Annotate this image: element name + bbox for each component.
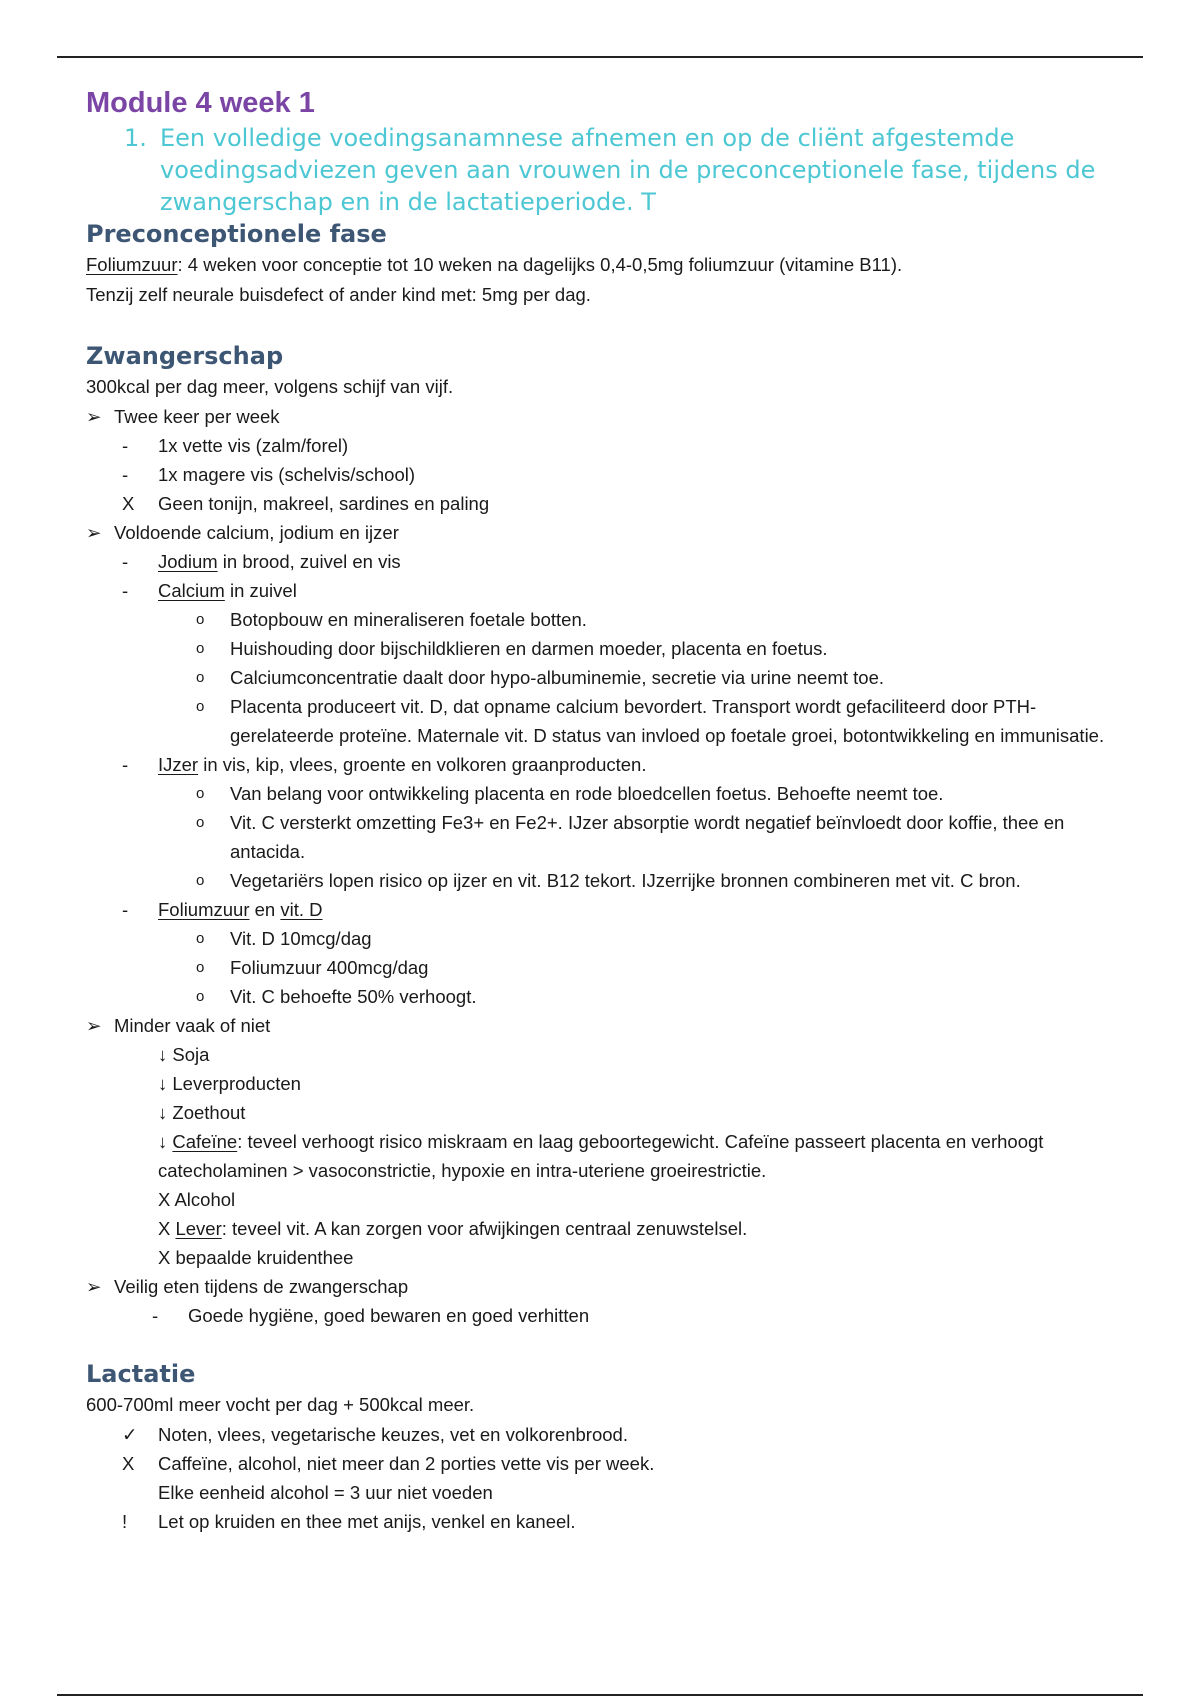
folium-paragraph — [86, 250, 1126, 280]
list-item: o Foliumzuur 400mcg/dag — [196, 957, 429, 978]
document-page — [86, 84, 1126, 1536]
down-arrow-icon: ↓ — [158, 1044, 168, 1065]
list-item: - Jodium in brood, zuivel en vis — [122, 551, 401, 572]
list-item: X Geen tonijn, makreel, sardines en paling — [122, 493, 490, 514]
lactatie-intro: 600-700ml meer vocht per dag + 500kcal meer. — [86, 1394, 475, 1415]
header-rule — [57, 56, 1143, 58]
list-item: ↓ Soja — [158, 1044, 210, 1065]
zwangerschap-intro: 300kcal per dag meer, volgens schijf van vijf. — [86, 376, 454, 397]
folium-line2: Tenzij zelf neurale buisdefect of ander kind met: 5mg per dag. — [86, 284, 591, 305]
x-icon: X — [122, 1453, 135, 1474]
list-item: ! Let op kruiden en thee met anijs, venkel en kaneel. — [86, 1507, 1126, 1536]
list-item: ➢ Voldoende calcium, jodium en ijzer — [86, 518, 1126, 547]
list-item: o Van belang voor ontwikkeling placenta en rode bloedcellen foetus. Behoefte neemt toe. — [196, 783, 944, 804]
list-item: X Lever: teveel vit. A kan zorgen voor afwijkingen centraal zenuwstelsel. — [158, 1218, 748, 1239]
list-item: - 1x magere vis (schelvis/school) — [122, 464, 416, 485]
list-item: o Vit. C versterkt omzetting Fe3+ en Fe2+. IJzer absorptie wordt negatief beïnvloedt door koffie, thee en antacida. — [196, 812, 1065, 862]
list-item: - 1x vette vis (zalm/forel) — [122, 435, 349, 456]
check-icon: ✓ — [122, 1424, 138, 1445]
learning-goal — [124, 122, 1126, 218]
list-item: o Huishouding door bijschildklieren en darmen moeder, placenta en foetus. — [196, 638, 828, 659]
list-item: - IJzer in vis, kip, vlees, groente en volkoren graanproducten. — [122, 754, 647, 775]
list-item: o Vit. D 10mcg/dag — [196, 928, 372, 949]
list-item: X Alcohol — [158, 1189, 236, 1210]
list-item: - Foliumzuur en vit. D — [122, 899, 323, 920]
down-arrow-icon: ↓ — [158, 1102, 168, 1123]
list-item: - Calcium in zuivel — [122, 580, 297, 601]
heading-zwangerschap: Zwangerschap — [86, 342, 284, 370]
list-item: o Vit. C behoefte 50% verhoogt. — [196, 986, 477, 1007]
list-item: X Caffeïne, alcohol, niet meer dan 2 porties vette vis per week. — [86, 1449, 1126, 1478]
goal-number: 1. — [124, 124, 147, 152]
arrow-bullet: ➢ — [86, 522, 102, 543]
list-item: ✓ Noten, vlees, vegetarische keuzes, vet en volkorenbrood. — [86, 1420, 1126, 1449]
list-item: o Calciumconcentratie daalt door hypo-albuminemie, secretie via urine neemt toe. — [196, 667, 885, 688]
heading-preconceptie: Preconceptionele fase — [86, 220, 387, 248]
folium-text: : 4 weken voor conceptie tot 10 weken na dagelijks 0,4-0,5mg foliumzuur (vitamine B11). — [177, 254, 903, 275]
down-arrow-icon: ↓ — [158, 1073, 168, 1094]
list-item: ↓ Cafeïne: teveel verhoogt risico miskraam en laag geboortegewicht. Cafeïne passeert placenta en verhoogt catecholaminen > vasoconstrictie, hypoxie en intra-uteriene groeirestrictie. — [158, 1131, 1044, 1181]
folium-term: Foliumzuur — [86, 254, 178, 275]
arrow-bullet: ➢ — [86, 406, 102, 427]
list-item: o Vegetariërs lopen risico op ijzer en vit. B12 tekort. IJzerrijke bronnen combineren met vit. C bron. — [196, 870, 1021, 891]
list-item: o Botopbouw en mineraliseren foetale botten. — [196, 609, 587, 630]
list-item: - Goede hygiëne, goed bewaren en goed verhitten — [152, 1305, 590, 1326]
page-title: Module 4 week 1 — [86, 87, 315, 119]
list-item: ↓ Zoethout — [158, 1102, 246, 1123]
list-item: X bepaalde kruidenthee — [158, 1247, 354, 1268]
down-arrow-icon: ↓ — [158, 1131, 168, 1152]
arrow-bullet: ➢ — [86, 1276, 102, 1297]
heading-lactatie: Lactatie — [86, 1360, 196, 1388]
arrow-bullet: ➢ — [86, 1015, 102, 1036]
list-item: ➢ Minder vaak of niet — [86, 1011, 1126, 1040]
exclamation-icon: ! — [122, 1511, 128, 1532]
list-item: ➢ Veilig eten tijdens de zwangerschap — [86, 1272, 1126, 1301]
goal-text: Een volledige voedingsanamnese afnemen en op de cliënt afgestemde voedingsadviezen geven aan vrouwen in de preconceptionele fase, tijdens de zwangerschap en in de lactatieperiode. T — [160, 124, 1096, 216]
list-item: ➢ Twee keer per week — [86, 402, 1126, 431]
footer-rule — [57, 1694, 1143, 1696]
list-item: Elke eenheid alcohol = 3 uur niet voeden — [158, 1482, 493, 1503]
list-item: ↓ Leverproducten — [158, 1073, 301, 1094]
list-item: o Placenta produceert vit. D, dat opname calcium bevordert. Transport wordt gefaciliteerd door PTH-gerelateerde proteïne. Maternale vit. D status van invloed op foetale groei, botontwikkeling en immunisatie. — [196, 696, 1105, 746]
